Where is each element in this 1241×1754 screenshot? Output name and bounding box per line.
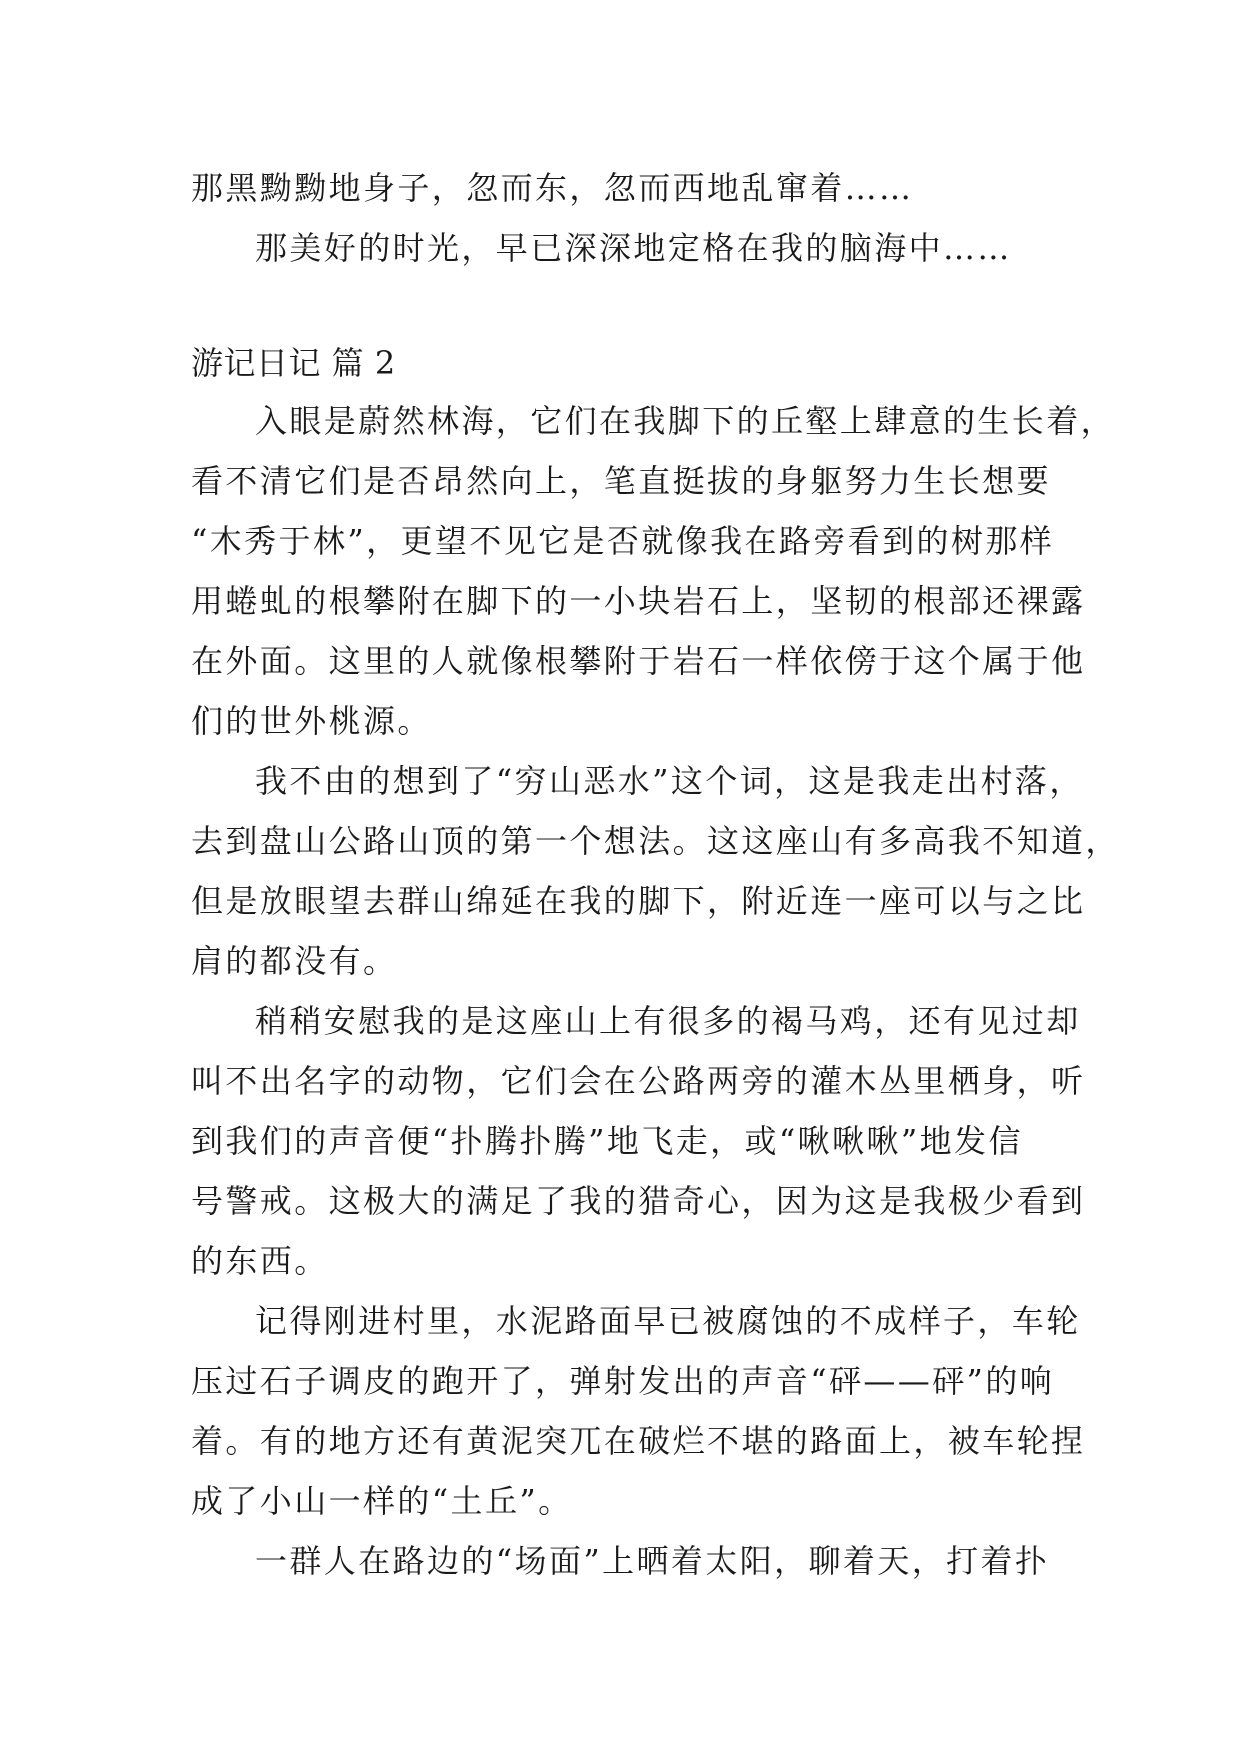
paragraph-line: 稍稍安慰我的是这座山上有很多的褐马鸡，还有见过却 bbox=[255, 1002, 1081, 1040]
paragraph-line: 看不清它们是否昂然向上，笔直挺拔的身躯努力生长想要 bbox=[191, 462, 1052, 500]
paragraph-line: 成了小山一样的“土丘”。 bbox=[191, 1482, 573, 1520]
paragraph-line: 号警戒。这极大的满足了我的猎奇心，因为这是我极少看到 bbox=[191, 1182, 1086, 1220]
paragraph-line: 到我们的声音便“扑腾扑腾”地飞走，或“啾啾啾”地发信 bbox=[191, 1122, 1023, 1160]
paragraph-line: 那黑黝黝地身子，忽而东，忽而西地乱窜着…… bbox=[191, 169, 914, 207]
paragraph-line: 一群人在路边的“场面”上晒着太阳，聊着天，打着扑 bbox=[255, 1542, 1050, 1580]
paragraph-line: 的东西。 bbox=[191, 1242, 329, 1280]
paragraph-line: 压过石子调皮的跑开了，弹射发出的声音“砰——砰”的响 bbox=[191, 1362, 1055, 1400]
paragraph-line: 在外面。这里的人就像根攀附于岩石一样依傍于这个属于他 bbox=[191, 642, 1086, 680]
paragraph-line: 我不由的想到了“穷山恶水”这个词，这是我走出村落， bbox=[255, 762, 1084, 800]
paragraph-line: 那美好的时光，早已深深地定格在我的脑海中…… bbox=[255, 229, 1012, 267]
paragraph-line: 着。有的地方还有黄泥突兀在破烂不堪的路面上，被车轮捏 bbox=[191, 1422, 1086, 1460]
paragraph-line: 肩的都没有。 bbox=[191, 942, 398, 980]
paragraph-line: 但是放眼望去群山绵延在我的脚下，附近连一座可以与之比 bbox=[191, 882, 1086, 920]
paragraph-line: 们的世外桃源。 bbox=[191, 702, 432, 740]
paragraph-line: 入眼是蔚然林海，它们在我脚下的丘壑上肆意的生长着， bbox=[255, 402, 1116, 440]
section-title: 游记日记 篇 2 bbox=[191, 344, 396, 382]
paragraph-line: 叫不出名字的动物，它们会在公路两旁的灌木丛里栖身，听 bbox=[191, 1062, 1086, 1100]
paragraph-line: “木秀于林”，更望不见它是否就像我在路旁看到的树那样 bbox=[191, 522, 1055, 560]
paragraph-line: 记得刚进村里，水泥路面早已被腐蚀的不成样子，车轮 bbox=[255, 1302, 1081, 1340]
paragraph-line: 用蜷虬的根攀附在脚下的一小块岩石上，坚韧的根部还裸露 bbox=[191, 582, 1086, 620]
paragraph-line: 去到盘山公路山顶的第一个想法。这这座山有多高我不知道， bbox=[191, 822, 1120, 860]
